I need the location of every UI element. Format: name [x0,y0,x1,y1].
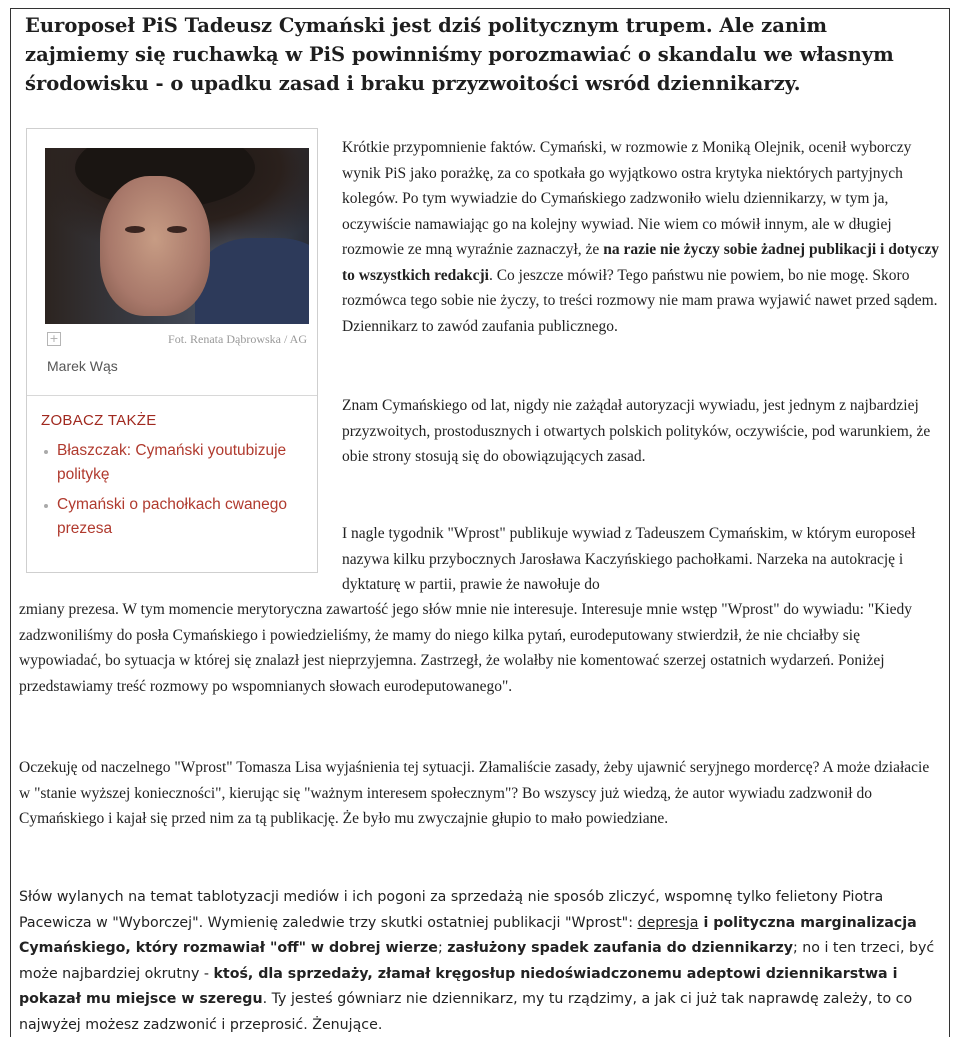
paragraph-1: Krótkie przypomnienie faktów. Cymański, w rozmowie z Moniką Olejnik, ocenił wyborczy wynik PiS jako porażkę, za co spotkała go wyjątkowo ostra krytyka niektórych partyjnych kolegów. Po tym wywiadzie do Cymańskiego zadzwoniło wielu dziennikarzy, w tym ja, oczywiście namawiając go na kolejny wywiad. Nie wiem co mówił innym, ale w długiej rozmowie ze mną wyraźnie zaznaczył, że na razie nie życzy sobie żadnej publikacji i dotyczy to wszystkich redakcji. Co jeszcze mówił? Tego państwu nie powiem, bo nie mogę. Skoro rozmówca tego sobie nie życzy, to treści rozmowy nie mam prawa wyjawić nawet przed sądem. Dziennikarz to zawód zaufania publicznego. [342,139,940,335]
paragraph-3-bottom: zmiany prezesa. W tym momencie merytoryczna zawartość jego słów mnie nie interesuje. Interesuje mnie wstęp "Wprost" do wywiadu: "Kiedy zadzwoniliśmy do posła Cymańskiego i powiedzieliśmy, że mamy do niego kilka pytań, eurodeputowany stwierdził, że nie chciałby się wypowiadać, bo sytuacja w której się znalazł jest nieprzyjemna. Zastrzegł, że wolałby nie komentować szerzej ostatnich wydarzeń. Poniżej przedstawiamy treść rozmowy po wspomnianych słowach eurodeputowanego". [19,601,913,695]
see-also-link-1[interactable]: Błaszczak: Cymański youtubizuje politykę [41,439,301,487]
paragraph-4: Oczekuję od naczelnego "Wprost" Tomasza Lisa wyjaśnienia tej sytuacji. Złamaliście zasady, żeby ujawnić seryjnego mordercę? A może działacie w "stanie wyższej konieczności", kierując się "ważnym interesem społecznym"? Bo wszyscy już wiedzą, że autor wywiadu zadzwonił do Cymańskiego i kajał się przed nim za tą publikację. Że było mu zwyczajnie głupio to mało powiedziane. [19,759,930,827]
paragraph-2: Znam Cymańskiego od lat, nigdy nie zażądał autoryzacji wywiadu, jest jednym z najbardziej przyzwoitych, prostodusznych i otwartych polskich polityków, oczywiście, pod warunkiem, że obie strony stosują się do obowiązujących zasad. [342,397,931,465]
see-also-link-2[interactable]: Cymański o pachołkach cwanego prezesa [41,493,301,541]
expand-photo-icon[interactable]: + [47,332,61,346]
article-sidebar [26,128,318,573]
paragraph-5: Słów wylanych na temat tablotyzacji mediów i ich pogoni za sprzedażą nie sposób zliczyć, wspomnę tylko felietony Piotra Pacewicza w "Wyborczej". Wymienię zaledwie trzy skutki ostatniej publikacji "Wprost": depresja i polityczna marginalizacja Cymańskiego, który rozmawiał "off" w dobrej wierze; zasłużony spadek zaufania do dziennikarzy; no i ten trzeci, być może najbardziej okrutny - ktoś, dla sprzedaży, złamał kręgosłup niedoświadczonemu adeptowi dziennikarstwa i pokazał mu miejsce w szeregu. Ty jesteś gówniarz nie dziennikarz, my tu rządzimy, a jak ci już tak naprawdę zależy, to co najwyżej możesz zadzwonić i przeprosić. Żenujące. [19,889,935,1033]
see-also-heading: ZOBACZ TAKŻE [41,412,157,429]
article-frame [10,8,950,1037]
paragraph-3-top: I nagle tygodnik "Wprost" publikuje wywiad z Tadeuszem Cymańskim, w którym europoseł nazywa kilku przybocznych Jarosława Kaczyńskiego pachołkami. Narzeka na autokrację i dyktaturę w partii, prawie że nawołuje do [342,525,916,593]
photo-author: Marek Wąs [47,358,118,374]
sidebar-divider [27,395,317,396]
photo-credit: Fot. Renata Dąbrowska / AG [168,332,307,346]
depresja-link[interactable]: depresja [637,914,699,931]
author-photo[interactable] [45,148,309,324]
article-headline: Europoseł PiS Tadeusz Cymański jest dziś politycznym trupem. Ale zanim zajmiemy się ruchawką w PiS powinniśmy porozmawiać o skandalu we własnym środowisku - o upadku zasad i braku przyzwoitości wsród dziennikarzy. [25,14,894,95]
see-also-list [41,439,301,547]
